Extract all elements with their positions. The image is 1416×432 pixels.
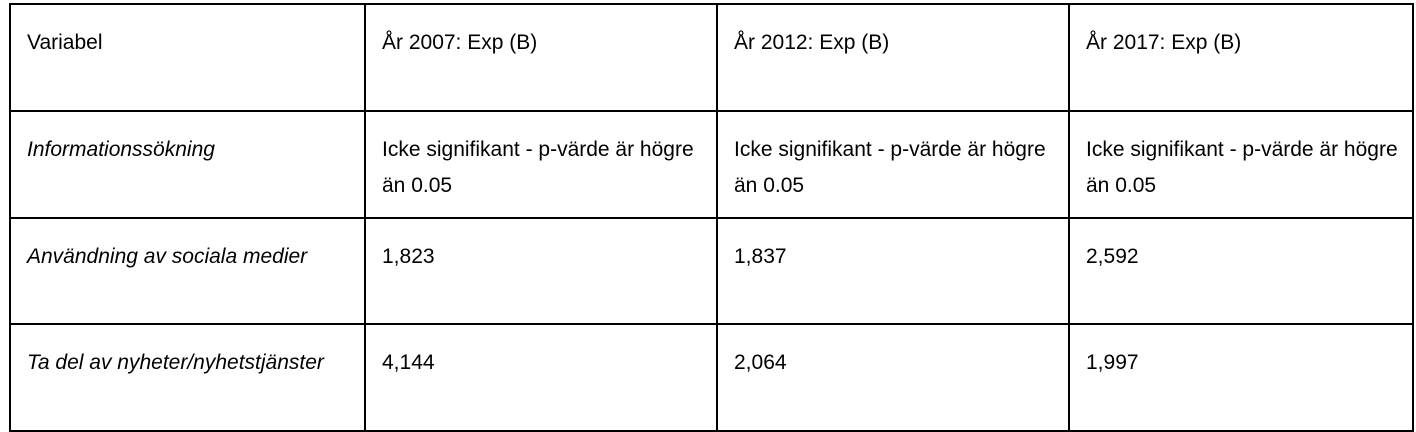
header-cell-2007: År 2007: Exp (B) [365, 4, 717, 111]
value-cell-2012: 2,064 [717, 324, 1069, 431]
header-cell-2012: År 2012: Exp (B) [717, 4, 1069, 111]
value-cell-2017: Icke signifikant - p-värde är högre än 0.05 [1069, 111, 1413, 218]
row-variable-cell: Användning av sociala medier [10, 218, 365, 324]
value-cell-2017: 2,592 [1069, 218, 1413, 324]
table-header-row [10, 4, 1413, 111]
value-cell-2012: Icke signifikant - p-värde är högre än 0.05 [717, 111, 1069, 218]
value-cell-2007: 4,144 [365, 324, 717, 431]
value-cell-2017: 1,997 [1069, 324, 1413, 431]
table-row [10, 218, 1413, 324]
row-variable-cell: Ta del av nyheter/nyhetstjänster [10, 324, 365, 431]
table-row [10, 111, 1413, 218]
value-cell-2007: 1,823 [365, 218, 717, 324]
results-table [9, 3, 1414, 432]
value-cell-2012: 1,837 [717, 218, 1069, 324]
row-variable-cell: Informationssökning [10, 111, 365, 218]
header-cell-variable: Variabel [10, 4, 365, 111]
value-cell-2007: Icke signifikant - p-värde är högre än 0.05 [365, 111, 717, 218]
table-row [10, 324, 1413, 431]
header-cell-2017: År 2017: Exp (B) [1069, 4, 1413, 111]
